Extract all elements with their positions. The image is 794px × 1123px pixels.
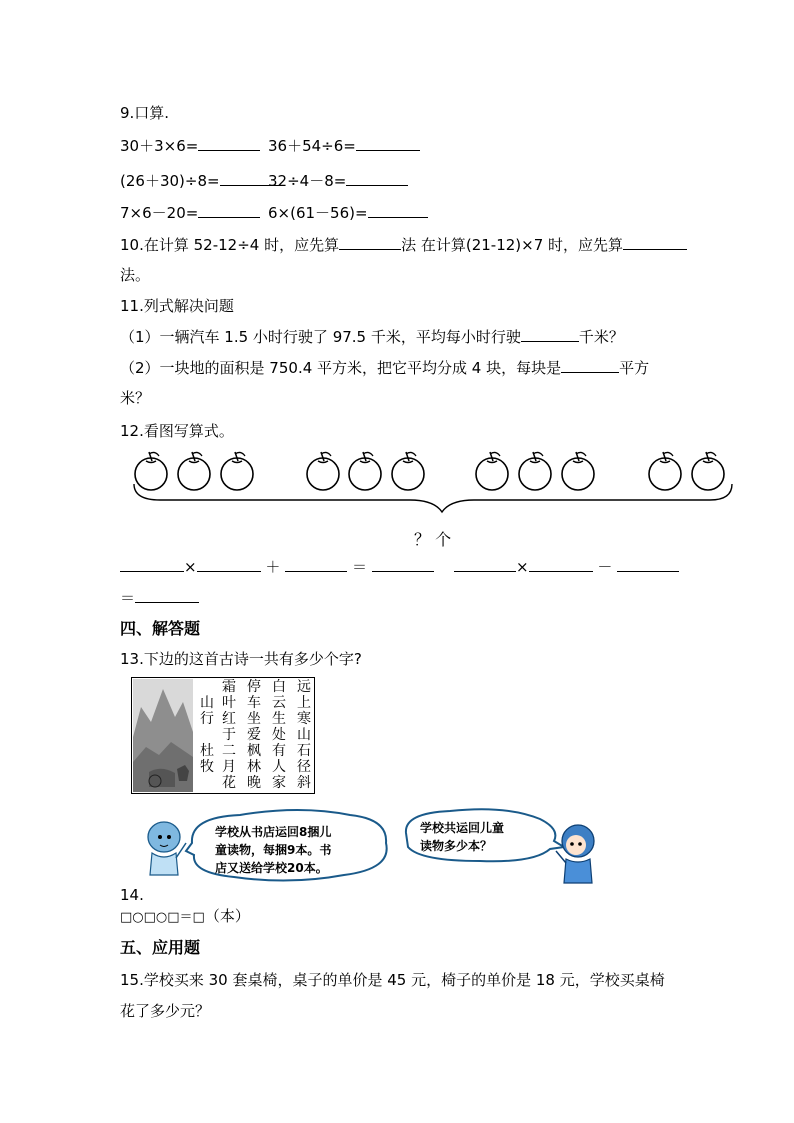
right-child-icon bbox=[556, 825, 594, 883]
q11-sub2-text: （2）一块地的面积是 750.4 平方米，把它平均分成 4 块，每块是 bbox=[120, 359, 562, 377]
poem-char: 花 bbox=[222, 775, 236, 791]
q12-question-label: ？ 个 bbox=[414, 530, 452, 549]
q9-answer-blank-2[interactable] bbox=[356, 136, 420, 151]
brace-icon bbox=[134, 484, 732, 512]
poem-char: 寒 bbox=[297, 711, 311, 727]
q14-formula-unit: （本） bbox=[204, 907, 250, 925]
q13-title: 13.下边的这首古诗一共有多少个字? bbox=[120, 650, 362, 668]
q9-item-2 bbox=[268, 136, 420, 156]
poem-char: 石 bbox=[297, 743, 311, 759]
q10-answer-blank-1[interactable] bbox=[339, 235, 401, 250]
q14-left-bubble-line-1: 学校从书店运回8捆儿 bbox=[215, 825, 332, 839]
q12-equation-2-result bbox=[120, 588, 199, 608]
poem-char: 坐 bbox=[247, 711, 261, 727]
poem-char: 枫 bbox=[247, 743, 261, 759]
poem-char: 红 bbox=[222, 711, 236, 727]
poem-char: 霜 bbox=[222, 679, 236, 695]
q12-eq2-blank-3[interactable] bbox=[617, 557, 679, 572]
poem-char: 白 bbox=[272, 679, 286, 695]
poem-char: 处 bbox=[272, 727, 286, 743]
apple-icon bbox=[519, 452, 551, 490]
q11-sub-1 bbox=[120, 327, 624, 347]
q9-item-4 bbox=[268, 171, 408, 191]
q11-sub2-unit: 平方 bbox=[619, 359, 650, 377]
poem-char: 远 bbox=[297, 679, 311, 695]
q12-apple-figure bbox=[120, 448, 740, 518]
poem-char: 斜 bbox=[297, 775, 311, 791]
q12-eq2-equals: ＝ bbox=[120, 589, 136, 607]
poem-char: 上 bbox=[297, 695, 311, 711]
q10-text-3: 法。 bbox=[120, 266, 151, 284]
q15-line-2: 花了多少元？ bbox=[120, 1002, 211, 1020]
q14-right-bubble-line-1: 学校共运回儿童 bbox=[420, 821, 505, 835]
section-5-heading: 五、应用题 bbox=[120, 938, 201, 957]
q12-eq2-times: × bbox=[516, 558, 529, 576]
q14-dialogue-figure bbox=[130, 803, 600, 888]
poem-char: 爱 bbox=[247, 727, 261, 743]
q9-expr-1: 30＋3×6= bbox=[120, 137, 199, 155]
apple-group-3 bbox=[476, 452, 594, 490]
apple-icon bbox=[349, 452, 381, 490]
q9-answer-blank-5[interactable] bbox=[198, 203, 260, 218]
q12-eq1-blank-3[interactable] bbox=[285, 557, 347, 572]
poem-char: 山 bbox=[297, 727, 311, 743]
apple-group-1 bbox=[135, 452, 253, 490]
q9-expr-6: 6×(61－56)= bbox=[268, 204, 368, 222]
q14-formula-boxes[interactable]: □○□○□＝□ bbox=[120, 910, 205, 925]
q9-item-1 bbox=[120, 136, 260, 156]
apple-icon bbox=[692, 452, 724, 490]
q12-eq1-times: × bbox=[184, 558, 197, 576]
q11-sub2-blank[interactable] bbox=[561, 358, 619, 373]
landscape-illustration bbox=[133, 679, 193, 792]
q14-left-bubble-line-2: 童读物，每捆9本。书 bbox=[215, 843, 332, 857]
q10-text-1: 10.在计算 52-12÷4 时，应先算 bbox=[120, 236, 340, 254]
apple-group-4 bbox=[649, 452, 724, 490]
q12-equation-2 bbox=[454, 557, 679, 577]
poem-char: 月 bbox=[222, 759, 236, 775]
poem-char: 于 bbox=[222, 727, 236, 743]
apple-icon bbox=[307, 452, 339, 490]
q11-sub1-text: （1）一辆汽车 1.5 小时行驶了 97.5 千米，平均每小时行驶 bbox=[120, 328, 521, 346]
q12-eq2-minus: － bbox=[597, 558, 613, 576]
left-child-icon bbox=[148, 822, 186, 875]
apple-icon bbox=[135, 452, 167, 490]
q9-answer-blank-4[interactable] bbox=[346, 171, 408, 186]
q14-left-bubble-line-3: 店又送给学校20本。 bbox=[215, 861, 328, 875]
q12-title: 12.看图写算式。 bbox=[120, 422, 234, 440]
q12-equation-1 bbox=[120, 557, 434, 577]
q12-eq1-plus: ＋ bbox=[265, 558, 281, 576]
q9-title: 9.口算. bbox=[120, 104, 170, 122]
poem-char: 晚 bbox=[247, 775, 261, 791]
q9-expr-3: (26＋30)÷8= bbox=[120, 172, 220, 190]
poem-char: 停 bbox=[247, 679, 261, 695]
poem-char: 云 bbox=[272, 695, 286, 711]
q9-item-6 bbox=[268, 203, 428, 223]
q14-number: 14. bbox=[120, 886, 144, 904]
q12-eq1-equals: ＝ bbox=[351, 558, 367, 576]
poem-author-char: 杜 bbox=[200, 743, 214, 759]
poem-char: 人 bbox=[272, 759, 286, 775]
poem-char: 径 bbox=[297, 759, 311, 775]
poem-author-char: 牧 bbox=[200, 759, 214, 775]
q11-sub-2 bbox=[120, 358, 649, 378]
q9-answer-blank-6[interactable] bbox=[368, 203, 428, 218]
q12-eq1-result-blank[interactable] bbox=[372, 557, 434, 572]
q14-right-bubble-line-2: 读物多少本？ bbox=[420, 839, 493, 853]
section-4-heading: 四、解答题 bbox=[120, 619, 201, 638]
poem-char: 有 bbox=[272, 743, 286, 759]
q9-expr-4: 32÷4－8= bbox=[268, 172, 347, 190]
apple-icon bbox=[476, 452, 508, 490]
apple-icon bbox=[178, 452, 210, 490]
q12-eq1-blank-2[interactable] bbox=[197, 557, 261, 572]
poem-char: 家 bbox=[272, 775, 286, 791]
poem-char: 叶 bbox=[222, 695, 236, 711]
apple-group-2 bbox=[307, 452, 424, 490]
poem-title-char: 行 bbox=[200, 711, 214, 727]
poem-char: 生 bbox=[272, 711, 286, 727]
poem-title-char: 山 bbox=[200, 695, 214, 711]
q11-sub1-blank[interactable] bbox=[521, 327, 579, 342]
q12-eq1-blank-1[interactable] bbox=[120, 557, 184, 572]
q15-line-1: 15.学校买来 30 套桌椅，桌子的单价是 45 元，椅子的单价是 18 元，学校买桌椅 bbox=[120, 971, 665, 989]
apple-icon bbox=[562, 452, 594, 490]
q14-formula bbox=[120, 906, 250, 928]
q12-eq2-result-blank[interactable] bbox=[135, 588, 199, 603]
q10-text-2: 法 在计算(21-12)×7 时，应先算 bbox=[401, 236, 624, 254]
q9-item-5 bbox=[120, 203, 260, 223]
q10-answer-blank-2[interactable] bbox=[623, 235, 687, 250]
q9-answer-blank-1[interactable] bbox=[198, 136, 260, 151]
q10-line-1 bbox=[120, 235, 687, 255]
q12-eq2-blank-2[interactable] bbox=[529, 557, 593, 572]
apple-icon bbox=[649, 452, 681, 490]
q9-expr-5: 7×6－20= bbox=[120, 204, 199, 222]
q9-expr-2: 36＋54÷6= bbox=[268, 137, 356, 155]
poem-char: 林 bbox=[247, 759, 261, 775]
q11-sub2-unit-cont: 米？ bbox=[120, 389, 151, 407]
q13-poem-image bbox=[131, 677, 315, 794]
q9-item-3 bbox=[120, 171, 282, 191]
q11-sub1-unit: 千米？ bbox=[578, 328, 624, 346]
apple-icon bbox=[221, 452, 253, 490]
q11-title: 11.列式解决问题 bbox=[120, 297, 234, 315]
q12-eq2-blank-1[interactable] bbox=[454, 557, 516, 572]
apple-icon bbox=[392, 452, 424, 490]
poem-char: 二 bbox=[222, 743, 236, 759]
poem-char: 车 bbox=[247, 695, 261, 711]
